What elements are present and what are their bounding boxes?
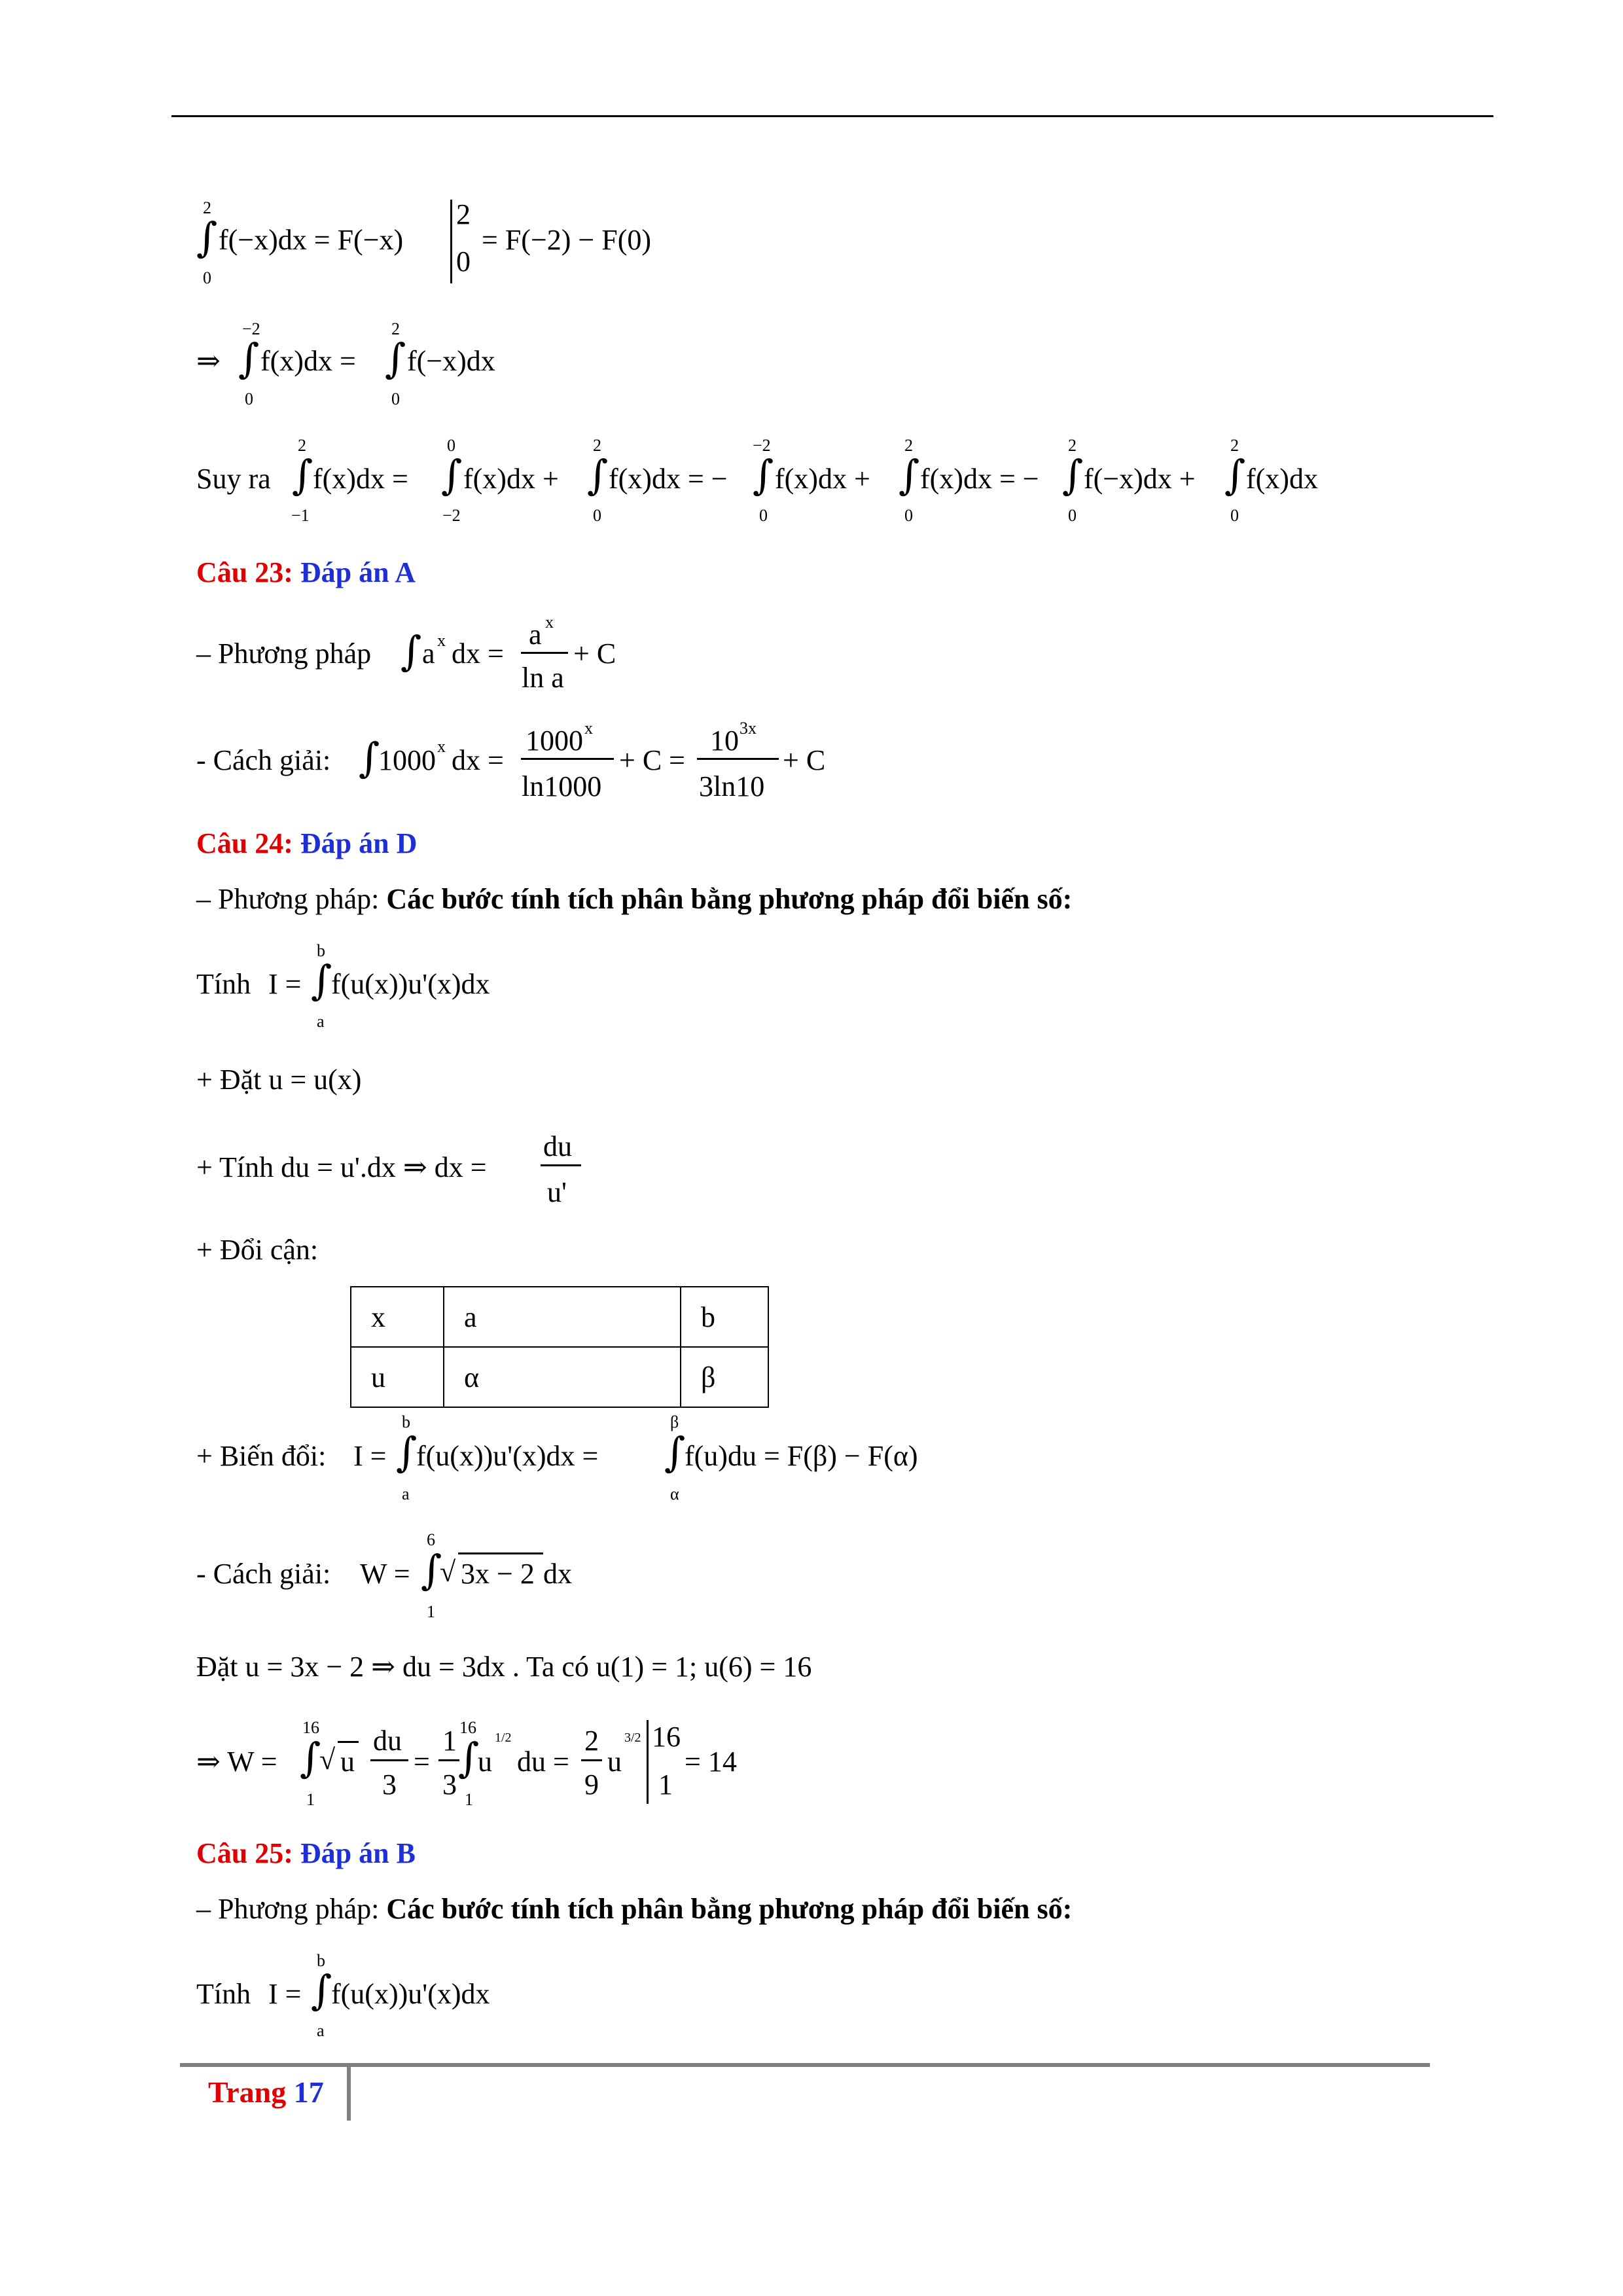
tinh-label: Tính	[196, 968, 251, 1000]
integral-sign: ∫	[1062, 451, 1084, 499]
question-number: Câu 23:	[196, 556, 293, 588]
equals: =	[414, 1746, 430, 1778]
fraction-numerator: du	[543, 1130, 572, 1162]
integrand: f(u(x))u'(x)dx	[331, 968, 490, 1000]
lhs: ⇒ W =	[196, 1746, 277, 1778]
integral-sign: ∫	[899, 451, 920, 499]
q24-method	[196, 885, 1072, 914]
integral-upper: 2	[298, 436, 306, 455]
integral-upper: 2	[203, 198, 211, 217]
question-24-heading	[196, 829, 417, 858]
radicand: 3x − 2	[461, 1558, 535, 1590]
question-23-heading	[196, 558, 416, 587]
fraction-numerator: 2	[584, 1725, 599, 1757]
integral-upper: 2	[593, 436, 601, 455]
method-title: Các bước tính tích phân bằng phương pháp đổi biến số:	[386, 1893, 1073, 1925]
dx: dx =	[452, 744, 504, 776]
fraction-denominator: ln a	[522, 662, 564, 694]
integral-sign: ∫	[300, 1734, 321, 1782]
fraction-line	[370, 1759, 408, 1761]
lhs: I =	[268, 1978, 302, 2010]
integral-sign: ∫	[238, 334, 260, 382]
equation-expr: f(x)dx =	[260, 345, 356, 377]
footer-rule	[180, 2063, 1430, 2067]
constant: + C	[783, 744, 826, 776]
evaluation-bar	[450, 200, 452, 283]
question-25-heading	[196, 1839, 416, 1868]
question-number: Câu 24:	[196, 827, 293, 859]
bracket-upper: 2	[456, 198, 471, 230]
integral-sign: ∫	[396, 1428, 418, 1476]
integrand: f(u)du = F(β) − F(α)	[685, 1440, 918, 1472]
integral-sign: ∫	[587, 451, 609, 499]
fraction-denominator: 3	[382, 1768, 397, 1801]
integral-sign: ∫	[753, 451, 774, 499]
question-number: Câu 25:	[196, 1837, 293, 1869]
fraction-denominator: u'	[547, 1176, 567, 1208]
lhs: I =	[353, 1440, 387, 1472]
answer-label: Đáp án A	[300, 556, 416, 588]
solution-label: - Cách giải:	[196, 1558, 331, 1590]
footer-divider	[347, 2067, 351, 2121]
solution-label: - Cách giải:	[196, 744, 331, 776]
integral-sign: ∫	[311, 956, 332, 1004]
method-label: – Phương pháp:	[196, 883, 380, 915]
q25-method	[196, 1895, 1072, 1924]
integral-sign: ∫	[311, 1966, 332, 2014]
integral-sign: ∫	[458, 1734, 480, 1782]
integral-lower: a	[317, 2021, 325, 2040]
integral-sign: ∫	[1224, 451, 1246, 499]
integral-lower: 0	[391, 389, 400, 408]
term-expr: f(x)dx =	[313, 463, 408, 495]
term-expr: f(x)dx = −	[920, 463, 1039, 495]
term-expr: f(x)dx +	[775, 463, 870, 495]
exponent: 3/2	[624, 1731, 641, 1745]
integral-lower: 0	[593, 506, 601, 525]
term-expr: f(x)dx +	[463, 463, 559, 495]
page-number-label	[208, 2075, 324, 2109]
integrand: u	[607, 1746, 622, 1778]
substitution-step: + Đặt u = u(x)	[196, 1064, 362, 1096]
fraction-line	[581, 1759, 602, 1761]
term-expr: f(x)dx = −	[609, 463, 728, 495]
transform-label: + Biến đổi:	[196, 1440, 327, 1472]
integral-lower: 0	[245, 389, 253, 408]
table-cell: β	[681, 1347, 768, 1407]
fraction-denominator: 9	[584, 1768, 599, 1801]
substitution-line: Đặt u = 3x − 2 ⇒ du = 3dx . Ta có u(1) = 1; u(6) = 16	[196, 1651, 812, 1683]
sqrt-sign: √	[440, 1556, 456, 1588]
integral-lower: −1	[291, 506, 310, 525]
result: = 14	[685, 1746, 737, 1778]
bracket-lower: 0	[456, 245, 471, 278]
integral-upper: 2	[1230, 436, 1239, 455]
table-row	[351, 1347, 768, 1407]
fraction-numerator: 10	[710, 725, 739, 757]
table-cell: a	[444, 1287, 681, 1347]
sqrt-bar	[338, 1741, 359, 1743]
implies-arrow: ⇒	[196, 345, 221, 377]
table-cell: α	[444, 1347, 681, 1407]
tinh-label: Tính	[196, 1978, 251, 2010]
table-cell: u	[351, 1347, 444, 1407]
integral-lower: 0	[759, 506, 768, 525]
integral-sign: ∫	[664, 1428, 686, 1476]
limits-table	[350, 1286, 769, 1408]
integral-upper: 0	[447, 436, 455, 455]
bracket-upper: 16	[652, 1721, 681, 1753]
answer-label: Đáp án D	[300, 827, 418, 859]
integrand: f(u(x))u'(x)dx	[331, 1978, 490, 2010]
suy-ra-label: Suy ra	[196, 463, 271, 495]
method-title: Các bước tính tích phân bằng phương pháp đổi biến số:	[386, 883, 1073, 915]
fraction-denominator: 3ln10	[699, 770, 765, 802]
radicand: u	[340, 1746, 355, 1778]
integral-upper: 2	[391, 319, 400, 338]
method-label: – Phương pháp:	[196, 1893, 380, 1925]
page-number: 17	[293, 2075, 324, 2109]
term-expr: f(−x)dx +	[1084, 463, 1196, 495]
integral-sign: ∫	[196, 213, 218, 261]
integral-upper: b	[317, 941, 325, 960]
fraction-line	[521, 758, 614, 760]
sqrt-bar	[458, 1552, 543, 1554]
change-limits-label: + Đổi cận:	[196, 1234, 319, 1266]
integral-sign: ∫	[359, 734, 380, 781]
fraction-line	[438, 1759, 459, 1761]
table-cell: x	[351, 1287, 444, 1347]
integrand: 1000	[378, 744, 436, 776]
equation-expr: f(−x)dx = F(−x)	[219, 224, 404, 256]
evaluation-bar	[647, 1720, 649, 1804]
integral-upper: −2	[242, 319, 260, 338]
term-expr: f(x)dx	[1246, 463, 1318, 495]
integral-sign: ∫	[292, 451, 313, 499]
dx: dx	[543, 1558, 572, 1590]
superscript: x	[437, 631, 446, 650]
integral-lower: a	[402, 1484, 410, 1503]
integral-upper: 16	[302, 1718, 319, 1737]
answer-label: Đáp án B	[300, 1837, 416, 1869]
integral-lower: 0	[203, 268, 211, 287]
integrand: a	[422, 637, 435, 670]
fraction-line	[541, 1164, 581, 1166]
integral-upper: −2	[753, 436, 771, 455]
integral-upper: β	[670, 1412, 679, 1431]
integral-sign: ∫	[401, 627, 422, 675]
fraction-numerator: a	[529, 619, 542, 651]
fraction-numerator: 1000	[526, 725, 583, 757]
integral-upper: 6	[427, 1530, 435, 1549]
integral-lower: −2	[442, 506, 461, 525]
table-row	[351, 1287, 768, 1347]
equals: + C =	[619, 744, 685, 776]
integrand: f(u(x))u'(x)dx =	[416, 1440, 599, 1472]
integral-lower: 0	[1068, 506, 1077, 525]
exponent: 1/2	[495, 1731, 512, 1745]
fraction-line	[697, 758, 779, 760]
fraction-numerator: 1	[442, 1725, 457, 1757]
fraction-denominator: ln1000	[522, 770, 602, 802]
superscript: x	[437, 737, 446, 756]
dx: dx =	[452, 637, 504, 670]
integral-upper: b	[402, 1412, 410, 1431]
lhs: I =	[268, 968, 302, 1000]
integral-lower: 1	[306, 1790, 315, 1809]
integral-lower: α	[670, 1484, 679, 1503]
integral-lower: 0	[904, 506, 913, 525]
fraction-numerator: du	[373, 1725, 402, 1757]
integral-sign: ∫	[385, 334, 406, 382]
integral-upper: 16	[459, 1718, 476, 1737]
integral-sign: ∫	[421, 1546, 442, 1594]
integral-lower: 0	[1230, 506, 1239, 525]
integral-sign: ∫	[441, 451, 463, 499]
equation-expr: f(−x)dx	[407, 345, 495, 377]
superscript: 3x	[740, 719, 757, 738]
integral-upper: b	[317, 1951, 325, 1970]
integral-upper: 2	[1068, 436, 1077, 455]
differential-step: + Tính du = u'.dx ⇒ dx =	[196, 1151, 487, 1183]
integral-lower: a	[317, 1012, 325, 1031]
equation-rhs: = F(−2) − F(0)	[482, 224, 651, 256]
constant: + C	[573, 637, 616, 670]
integrand: u	[478, 1746, 492, 1778]
du: du =	[517, 1746, 569, 1778]
integral-lower: 1	[427, 1602, 435, 1621]
bracket-lower: 1	[658, 1768, 673, 1801]
table-cell: b	[681, 1287, 768, 1347]
fraction-line	[521, 652, 568, 654]
top-rule	[171, 115, 1493, 117]
superscript: x	[584, 719, 593, 738]
integral-upper: 2	[904, 436, 913, 455]
method-label: – Phương pháp	[196, 637, 372, 670]
sqrt-sign: √	[319, 1744, 336, 1776]
fraction-denominator: 3	[442, 1768, 457, 1801]
page-word: Trang	[208, 2075, 287, 2109]
superscript: x	[545, 613, 554, 632]
lhs: W =	[360, 1558, 410, 1590]
integral-lower: 1	[465, 1790, 473, 1809]
